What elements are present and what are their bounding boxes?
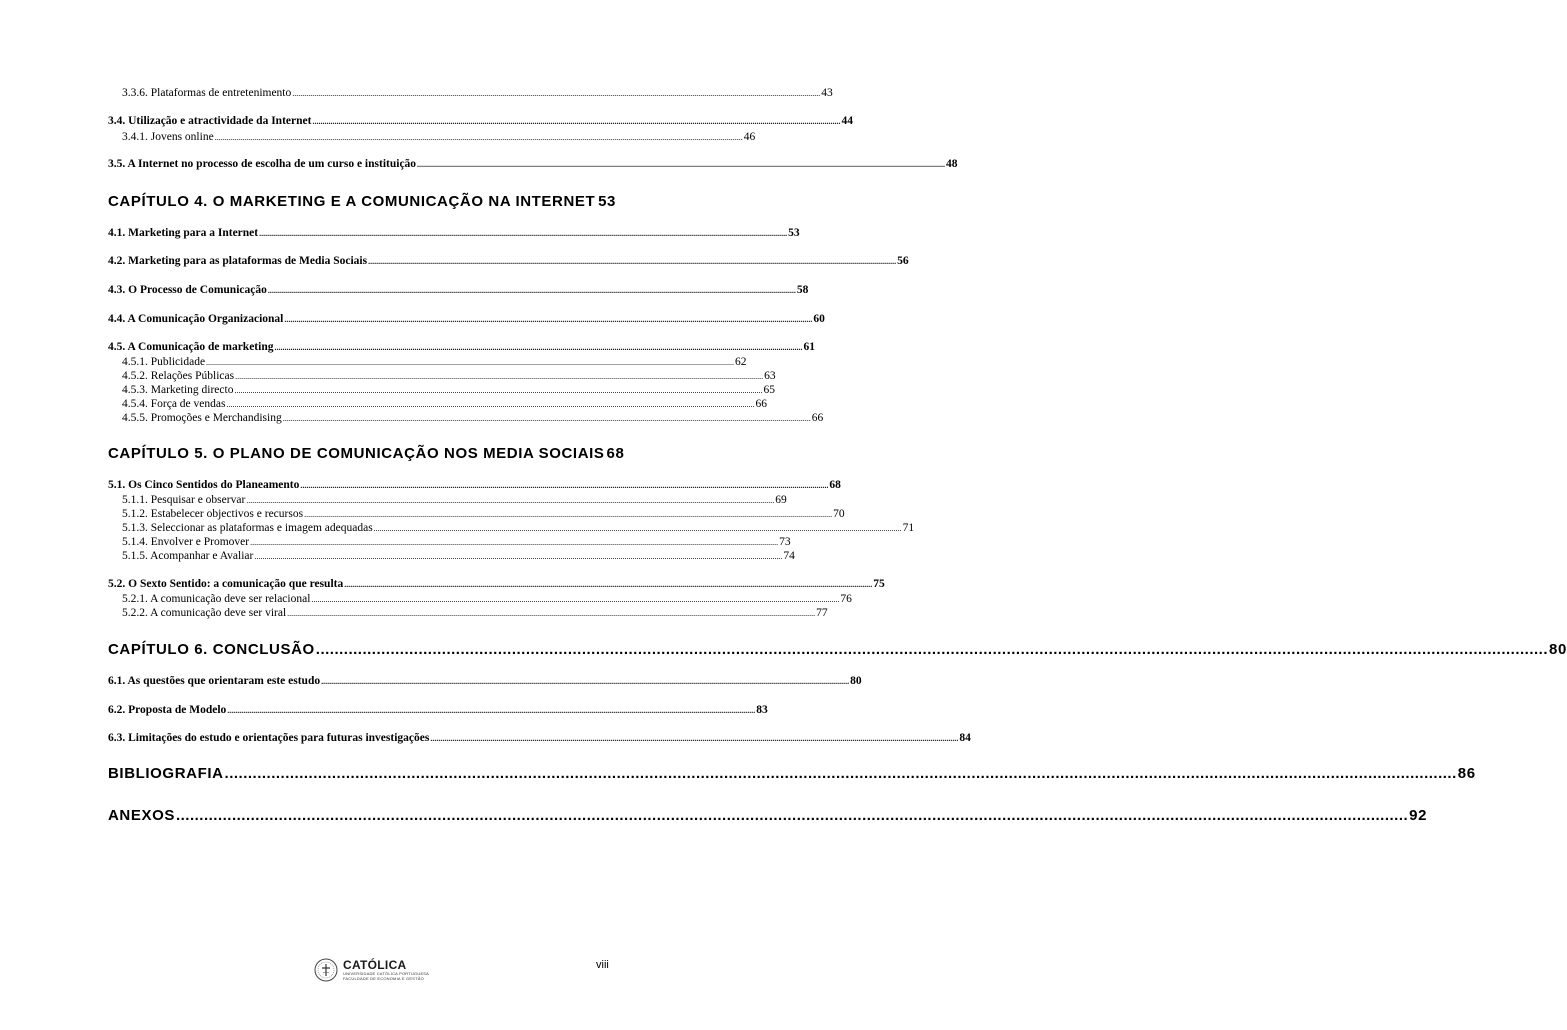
toc-entry-title: 6.1. As questões que orientaram este estudo [108, 675, 321, 687]
toc-entry-title: 3.4.1. Jovens online [122, 131, 214, 143]
toc-entry[interactable] [122, 398, 767, 410]
logo-subtitle-university: UNIVERSIDADE CATÓLICA PORTUGUESA [343, 971, 430, 976]
toc-entry-title: 6.2. Proposta de Modelo [108, 704, 227, 716]
toc-entry-page: 43 [821, 87, 833, 99]
toc-entry-title: 3.3.6. Plataformas de entretenimento [122, 87, 292, 99]
toc-entry[interactable] [108, 341, 815, 353]
toc-chapter-title: CAPÍTULO 5. O PLANO DE COMUNICAÇÃO NOS MEDIA SOCIAIS [108, 445, 605, 462]
toc-leader [235, 372, 763, 381]
toc-entry-page: 65 [763, 384, 775, 396]
toc-entry[interactable] [122, 607, 828, 619]
toc-leader [368, 257, 896, 266]
toc-entry-title: 4.5.2. Relações Públicas [122, 370, 235, 382]
toc-entry-page: 60 [813, 313, 825, 325]
toc-leader [254, 552, 782, 561]
toc-chapter[interactable] [108, 765, 1476, 782]
toc-entry-title: 4.3. O Processo de Comunicação [108, 284, 267, 296]
toc-entry[interactable] [122, 522, 915, 534]
toc-entry-title: 4.2. Marketing para as plataformas de Media Sociais [108, 255, 368, 267]
toc-entry-page: 76 [840, 593, 852, 605]
toc-entry[interactable] [122, 412, 824, 424]
toc-leader [374, 524, 902, 533]
toc-entry[interactable] [122, 536, 791, 548]
logo-text [343, 959, 429, 981]
toc-entry-page: 77 [816, 607, 828, 619]
toc-entry-page: 63 [764, 370, 776, 382]
toc-leader [283, 414, 811, 423]
toc-entry-page: 53 [788, 227, 800, 239]
toc-entry-title: 4.5. A Comunicação de marketing [108, 341, 274, 353]
toc-chapter-page: 86 [1457, 765, 1476, 782]
toc-chapter-title: CAPÍTULO 4. O MARKETING E A COMUNICAÇÃO NA INTERNET [108, 193, 596, 210]
toc-entry[interactable] [108, 158, 958, 170]
toc-entry-page: 83 [756, 704, 768, 716]
toc-entry[interactable] [122, 87, 833, 99]
toc-entry-title: 3.5. A Internet no processo de escolha de um curso e instituição [108, 158, 417, 170]
toc-entry-page: 66 [811, 412, 824, 424]
toc-entry-page: 46 [743, 131, 756, 143]
toc-leader [344, 580, 872, 589]
toc-entry[interactable] [122, 370, 776, 382]
toc-chapter[interactable] [108, 807, 1428, 824]
toc-chapter-page: 53 [598, 193, 616, 210]
toc-leader [246, 496, 774, 505]
toc-entry-title: 5.2. O Sexto Sentido: a comunicação que resulta [108, 578, 344, 590]
toc-leader [287, 609, 815, 618]
toc-entry[interactable] [122, 508, 845, 520]
toc-entry[interactable] [122, 356, 747, 368]
toc-chapter[interactable] [108, 445, 625, 462]
toc-leader [259, 229, 787, 238]
toc-entry-page: 84 [959, 732, 971, 744]
toc-entry-title: 3.4. Utilização e atractividade da Internet [108, 115, 312, 127]
toc-entry-title: 5.1.4. Envolver e Promover [122, 536, 250, 548]
toc-leader [312, 117, 840, 126]
toc-entry-title: 6.3. Limitações do estudo e orientações para futuras investigações [108, 732, 430, 744]
toc-entry-page: 75 [873, 578, 885, 590]
toc-entry-title: 5.1.3. Seleccionar as plataformas e imagem adequadas [122, 522, 373, 534]
toc-entry-title: 5.1. Os Cinco Sentidos do Planeamento [108, 479, 300, 491]
toc-entry-title: 5.1.1. Pesquisar e observar [122, 494, 246, 506]
toc-entry[interactable] [122, 494, 787, 506]
toc-entry[interactable] [122, 131, 756, 143]
university-seal-icon [314, 958, 338, 982]
toc-leader [274, 343, 802, 352]
toc-leader [284, 315, 812, 324]
toc-chapter-page: 80 [1549, 641, 1567, 658]
toc-entry[interactable] [122, 384, 775, 396]
toc-leader [234, 386, 762, 395]
toc-chapter[interactable] [108, 641, 1567, 658]
toc-entry[interactable] [108, 313, 825, 325]
toc-chapter-page: 92 [1409, 807, 1428, 824]
toc-entry[interactable] [108, 479, 841, 491]
toc-entry-page: 62 [735, 356, 747, 368]
toc-entry[interactable] [108, 675, 862, 687]
toc-leader [227, 706, 755, 715]
toc-entry-title: 4.5.4. Força de vendas [122, 398, 226, 410]
page-number: viii [596, 959, 609, 971]
toc-leader [300, 481, 828, 490]
toc-leader [596, 193, 597, 210]
logo-main-text: CATÓLICA [343, 958, 407, 972]
toc-leader [321, 677, 849, 686]
toc-entry-page: 48 [946, 158, 958, 170]
toc-entry[interactable] [108, 227, 800, 239]
toc-leader [316, 641, 1548, 658]
toc-chapter-title: CAPÍTULO 6. CONCLUSÃO [108, 641, 315, 658]
toc-entry-page: 74 [783, 550, 795, 562]
toc-chapter[interactable] [108, 193, 616, 210]
toc-entry-page: 58 [796, 284, 809, 296]
toc-leader [268, 286, 796, 295]
toc-entry-page: 80 [850, 675, 862, 687]
toc-entry-title: 4.1. Marketing para a Internet [108, 227, 259, 239]
toc-entry[interactable] [122, 593, 852, 605]
toc-leader [311, 595, 839, 604]
toc-entry-title: 5.2.1. A comunicação deve ser relacional [122, 593, 311, 605]
toc-leader [215, 133, 743, 142]
toc-chapter-title: BIBLIOGRAFIA [108, 765, 224, 782]
toc-leader [226, 400, 754, 409]
toc-leader [304, 510, 832, 519]
toc-entry[interactable] [108, 732, 971, 744]
toc-entry[interactable] [108, 115, 853, 127]
toc-entry-page: 73 [779, 536, 791, 548]
toc-entry-title: 5.1.2. Estabelecer objectivos e recursos [122, 508, 304, 520]
toc-entry-title: 4.5.1. Publicidade [122, 356, 206, 368]
toc-leader [250, 538, 778, 547]
toc-entry-page: 56 [897, 255, 909, 267]
toc-leader [430, 734, 958, 743]
toc-entry[interactable] [122, 550, 795, 562]
toc-entry-page: 61 [803, 341, 815, 353]
toc-chapter-page: 68 [606, 445, 625, 462]
toc-entry-page: 44 [841, 115, 853, 127]
catolica-logo [314, 958, 429, 982]
toc-leader [176, 807, 1408, 824]
toc-entry[interactable] [108, 284, 809, 296]
toc-leader [206, 358, 734, 367]
toc-entry-title: 4.5.5. Promoções e Merchandising [122, 412, 282, 424]
logo-subtitle-faculty: FACULDADE DE ECONOMIA E GESTÃO [343, 976, 424, 981]
toc-leader [417, 160, 945, 169]
toc-entry-page: 69 [775, 494, 787, 506]
toc-entry-page: 70 [833, 508, 845, 520]
toc-entry-title: 4.4. A Comunicação Organizacional [108, 313, 284, 325]
toc-entry[interactable] [108, 704, 768, 716]
toc-entry-title: 4.5.3. Marketing directo [122, 384, 234, 396]
toc-entry[interactable] [108, 255, 909, 267]
toc-entry-page: 66 [755, 398, 767, 410]
toc-entry-title: 5.1.5. Acompanhar e Avaliar [122, 550, 254, 562]
toc-chapter-title: ANEXOS [108, 807, 175, 824]
toc-entry[interactable] [108, 578, 885, 590]
toc-leader [292, 89, 820, 98]
toc-leader [225, 765, 1457, 782]
toc-entry-title: 5.2.2. A comunicação deve ser viral [122, 607, 287, 619]
toc-entry-page: 68 [829, 479, 841, 491]
toc-entry-page: 71 [902, 522, 915, 534]
